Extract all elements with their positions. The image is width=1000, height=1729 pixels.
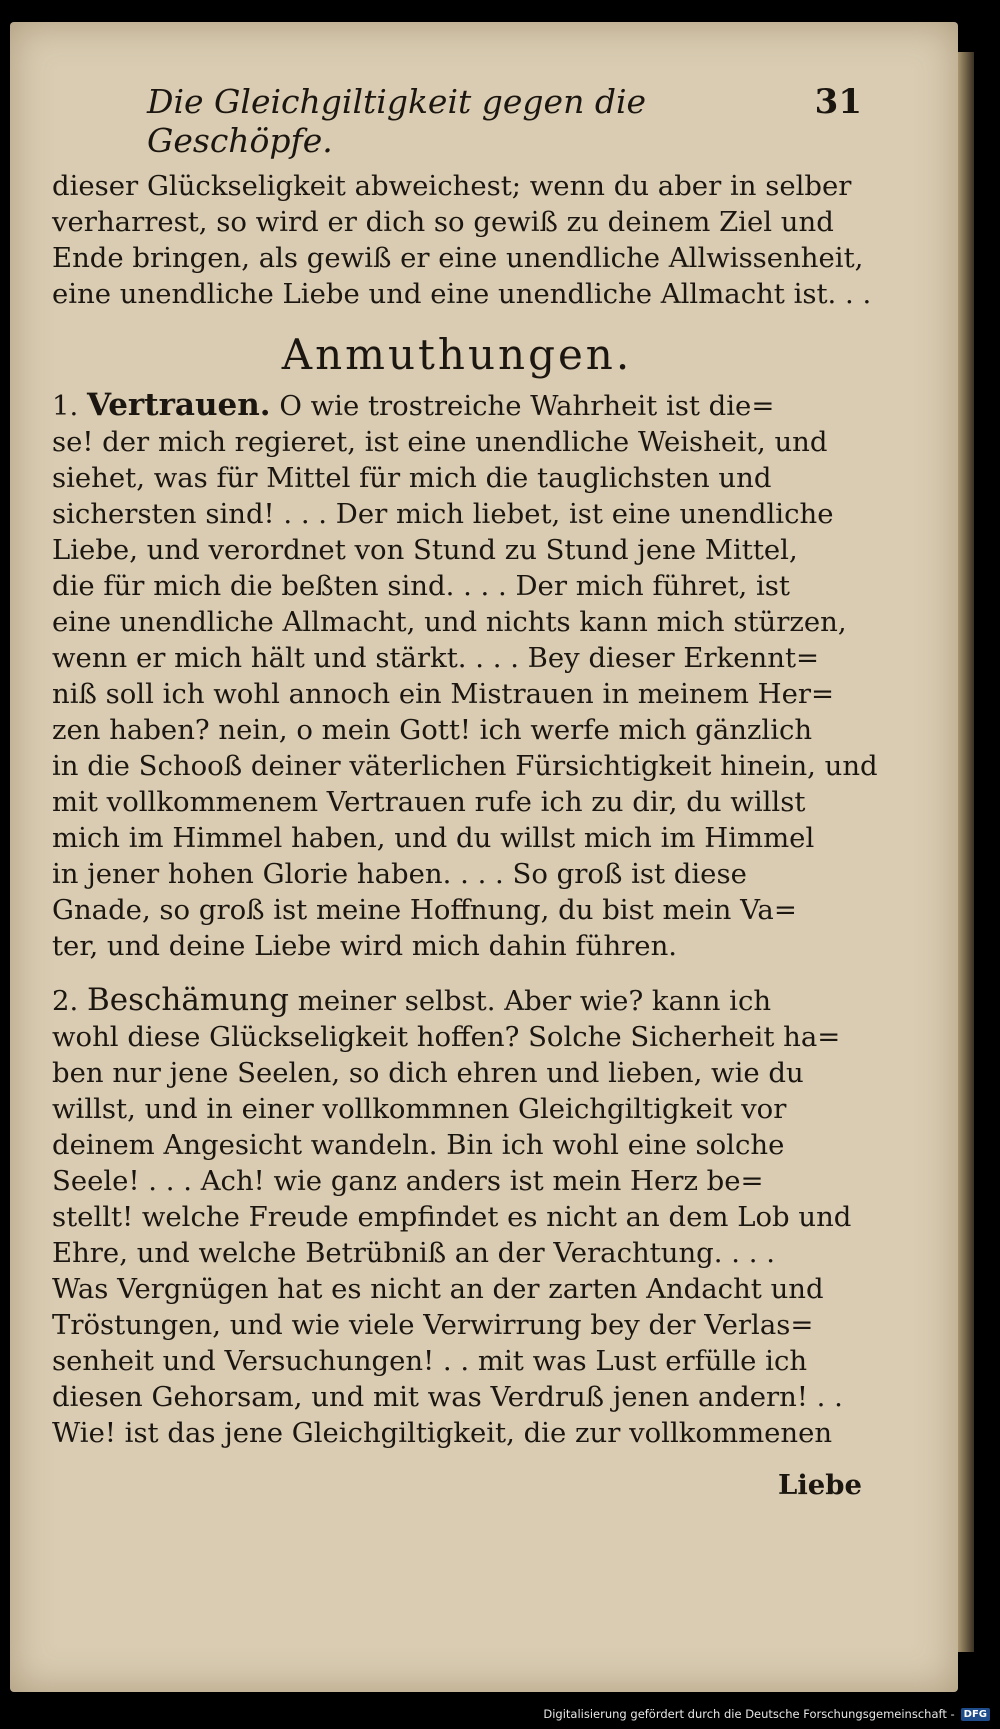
footer-text: Digitalisierung gefördert durch die Deutsche Forschungsgemeinschaft - [543, 1707, 955, 1721]
text-line: wenn er mich hält und stärkt. . . . Bey dieser Erkennt= [52, 642, 820, 674]
text-line: ter, und deine Liebe wird mich dahin führen. [52, 930, 678, 962]
text-line: niß soll ich wohl annoch ein Mistrauen in meinem Her= [52, 678, 835, 710]
text-line: die für mich die beßten sind. . . . Der mich führet, ist [52, 570, 790, 602]
text-line: mit vollkommenem Vertrauen rufe ich zu dir, du willst [52, 786, 806, 818]
text-fragment: meiner selbst. Aber wie? kann ich [297, 985, 772, 1017]
item-number: 1. [52, 390, 79, 422]
text-line: senheit und Versuchungen! . . mit was Lust erfülle ich [52, 1345, 808, 1377]
text-line: zen haben? nein, o mein Gott! ich werfe mich gänzlich [52, 714, 813, 746]
text-fragment: O wie trostreiche Wahrheit ist die= [279, 390, 775, 422]
text-line: Ende bringen, als gewiß er eine unendliche Allwissenheit, [52, 242, 864, 274]
page-number: 31 [814, 82, 862, 122]
text-line: deinem Angesicht wandeln. Bin ich wohl eine solche [52, 1129, 785, 1161]
page-content [52, 82, 878, 1501]
text-line: mich im Himmel haben, und du willst mich im Himmel [52, 822, 815, 854]
paragraph-vertrauen [52, 387, 878, 964]
book-page [10, 22, 958, 1692]
text-line: willst, und in einer vollkommnen Gleichgiltigkeit vor [52, 1093, 787, 1125]
text-line: sichersten sind! . . . Der mich liebet, ist eine unendliche [52, 498, 834, 530]
text-line [52, 387, 862, 424]
text-line [52, 982, 862, 1019]
paragraph-beschaemung [52, 982, 862, 1451]
text-line: stellt! welche Freude empfindet es nicht an dem Lob und [52, 1201, 852, 1233]
dfg-logo-icon: DFG [961, 1708, 990, 1721]
intro-paragraph [52, 168, 872, 312]
page-edge [958, 52, 974, 1652]
text-line: se! der mich regieret, ist eine unendliche Weisheit, und [52, 426, 828, 458]
text-line: eine unendliche Liebe und eine unendliche Allmacht ist. . . [52, 278, 872, 310]
text-line: Was Vergnügen hat es nicht an der zarten Andacht und [52, 1273, 824, 1305]
text-line: Liebe, und verordnet von Stund zu Stund jene Mittel, [52, 534, 798, 566]
digitization-footer [543, 1707, 990, 1721]
text-line: Seele! . . . Ach! wie ganz anders ist mein Herz be= [52, 1165, 764, 1197]
catchword: Liebe [777, 1469, 862, 1501]
section-heading: Anmuthungen. [281, 330, 633, 379]
text-line: Wie! ist das jene Gleichgiltigkeit, die zur vollkommenen [52, 1417, 833, 1449]
text-line: verharrest, so wird er dich so gewiß zu deinem Ziel und [52, 206, 834, 238]
text-line: Gnade, so groß ist meine Hoffnung, du bist mein Va= [52, 894, 797, 926]
running-title: Die Gleichgiltigkeit gegen die Geschöpfe. [147, 82, 647, 160]
text-line: eine unendliche Allmacht, und nichts kann mich stürzen, [52, 606, 847, 638]
text-line: siehet, was für Mittel für mich die tauglichsten und [52, 462, 772, 494]
item-title: Beschämung [87, 982, 290, 1018]
text-line: in jener hohen Glorie haben. . . . So groß ist diese [52, 858, 747, 890]
text-line: Tröstungen, und wie viele Verwirrung bey der Verlas= [52, 1309, 814, 1341]
text-line: Ehre, und welche Betrübniß an der Verachtung. . . . [52, 1237, 775, 1269]
item-number: 2. [52, 985, 79, 1017]
text-line: diesen Gehorsam, und mit was Verdruß jenen andern! . . [52, 1381, 843, 1413]
text-line: dieser Glückseligkeit abweichest; wenn du aber in selber [52, 170, 852, 202]
page-header [52, 82, 862, 160]
item-title: Vertrauen. [87, 387, 271, 423]
text-line: wohl diese Glückseligkeit hoffen? Solche Sicherheit ha= [52, 1021, 841, 1053]
text-line: ben nur jene Seelen, so dich ehren und lieben, wie du [52, 1057, 804, 1089]
text-line: in die Schooß deiner väterlichen Fürsichtigkeit hinein, und [52, 750, 878, 782]
